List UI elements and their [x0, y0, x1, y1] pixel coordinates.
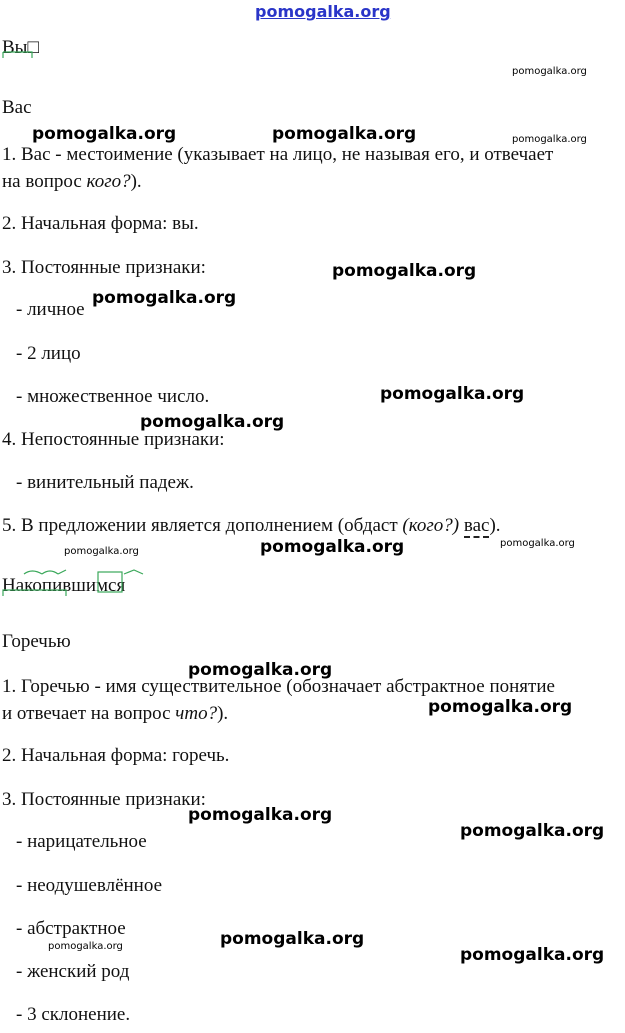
watermark: pomogalka.org — [512, 66, 587, 77]
section2-feature4: - женский род — [16, 961, 130, 982]
word-text: Накопившимся — [2, 575, 126, 596]
watermark: pomogalka.org — [32, 124, 177, 144]
watermark: pomogalka.org — [428, 697, 573, 717]
section2-line3: 3. Постоянные признаки: — [2, 789, 206, 810]
section1-feature2: - 2 лицо — [16, 343, 81, 364]
word-stem — [2, 36, 27, 60]
morpheme-word-nakopivshimsya — [2, 574, 125, 598]
question: кого? — [86, 171, 131, 192]
watermark: pomogalka.org — [460, 945, 605, 965]
section2-line2: 2. Начальная форма: горечь. — [2, 745, 230, 766]
section1-line4: 4. Непостоянные признаки: — [2, 429, 225, 450]
stem-bracket-icon — [2, 30, 34, 60]
watermark: pomogalka.org — [460, 821, 605, 841]
text: и отвечает на вопрос — [2, 703, 176, 724]
question: что? — [175, 703, 218, 724]
section1-feature1: - личное — [16, 299, 85, 320]
section2-feature2: - неодушевлённое — [16, 875, 162, 896]
watermark: pomogalka.org — [48, 941, 123, 952]
text: ). — [489, 515, 501, 536]
question: (кого?) — [402, 515, 460, 536]
morpheme-marks-icon — [2, 568, 147, 598]
watermark: pomogalka.org — [332, 261, 477, 281]
watermark: pomogalka.org — [188, 805, 333, 825]
section2-feature3: - абстрактное — [16, 918, 126, 939]
section1-line3: 3. Постоянные признаки: — [2, 257, 206, 278]
section1-line1a: 1. Вас - местоимение (указывает на лицо, не называя его, и отвечает — [2, 144, 554, 165]
watermark: pomogalka.org — [500, 538, 575, 549]
section1-feature4: - винительный падеж. — [16, 472, 194, 493]
watermark: pomogalka.org — [64, 546, 139, 557]
section1-line1b — [2, 170, 142, 194]
site-watermark-top[interactable]: pomogalka.org — [255, 2, 391, 21]
watermark: pomogalka.org — [220, 929, 365, 949]
watermark: pomogalka.org — [512, 134, 587, 145]
section1-line2: 2. Начальная форма: вы. — [2, 213, 199, 234]
text: ). — [217, 703, 229, 724]
text: 5. В предложении является дополнением (обдаст — [2, 515, 403, 536]
watermark: pomogalka.org — [260, 537, 405, 557]
watermark: pomogalka.org — [92, 288, 237, 308]
section2-feature5: - 3 склонение. — [16, 1004, 131, 1025]
stem-text: Вы — [2, 37, 28, 58]
section1-feature3: - множественное число. — [16, 386, 210, 407]
section2-feature1: - нарицательное — [16, 831, 147, 852]
text: ). — [130, 171, 142, 192]
section2-title: Горечью — [2, 631, 71, 652]
section1-title: Вас — [2, 97, 32, 118]
watermark: pomogalka.org — [140, 412, 285, 432]
ending-box: □ — [27, 37, 39, 58]
section1-line5 — [2, 514, 501, 538]
text: на вопрос — [2, 171, 87, 192]
morpheme-word-vy — [2, 36, 39, 60]
object-word: вас — [463, 515, 490, 536]
word-with-morphemes — [2, 574, 125, 598]
watermark: pomogalka.org — [272, 124, 417, 144]
watermark: pomogalka.org — [380, 384, 525, 404]
section2-line1a: 1. Горечью - имя существительное (обозначает абстрактное понятие — [2, 676, 555, 697]
section2-line1b — [2, 702, 228, 726]
watermark: pomogalka.org — [188, 660, 333, 680]
